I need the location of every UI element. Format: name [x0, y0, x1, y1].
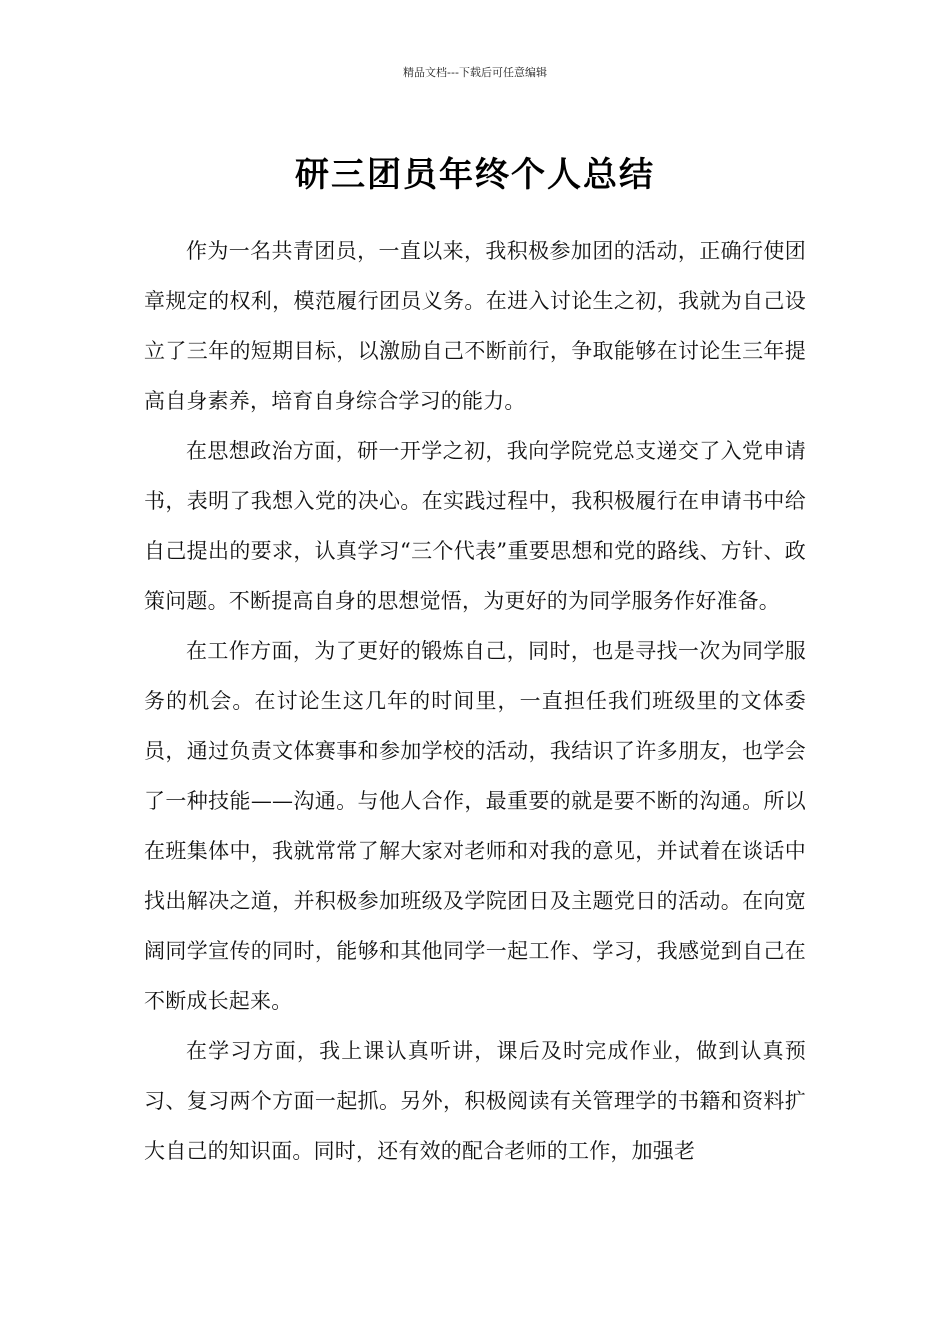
document-title: 研三团员年终个人总结	[295, 154, 655, 195]
paragraph-study: 在学习方面，我上课认真听讲，课后及时完成作业，做到认真预习、复习两个方面一起抓。另外，积极阅读有关管理学的书籍和资料扩大自己的知识面。同时，还有效的配合老师的工作，加强老	[144, 1039, 806, 1163]
paragraph-political: 在思想政治方面，研一开学之初，我向学院党总支递交了入党申请书，表明了我想入党的决心。在实践过程中，我积极履行在申请书中给自己提出的要求，认真学习“三个代表”重要思想和党的路线、方针、政策问题。不断提高自身的思想觉悟，为更好的为同学服务作好准备。	[144, 439, 806, 613]
paragraph-work: 在工作方面，为了更好的锻炼自己，同时，也是寻找一次为同学服务的机会。在讨论生这几年的时间里，一直担任我们班级里的文体委员，通过负责文体赛事和参加学校的活动，我结识了许多朋友，也学会了一种技能——沟通。与他人合作，最重要的就是要不断的沟通。所以在班集体中，我就常常了解大家对老师和对我的意见，并试着在谈话中找出解决之道，并积极参加班级及学院团日及主题党日的活动。在向宽阔同学宣传的同时，能够和其他同学一起工作、学习，我感觉到自己在不断成长起来。	[144, 639, 806, 1013]
page-header: 精品文档---下载后可任意编辑	[403, 66, 547, 79]
paragraph-intro: 作为一名共青团员，一直以来，我积极参加团的活动，正确行使团章规定的权利，模范履行团员义务。在进入讨论生之初，我就为自己设立了三年的短期目标，以激励自己不断前行，争取能够在讨论生三年提高自身素养，培育自身综合学习的能力。	[144, 239, 806, 413]
document-body	[144, 226, 806, 1176]
